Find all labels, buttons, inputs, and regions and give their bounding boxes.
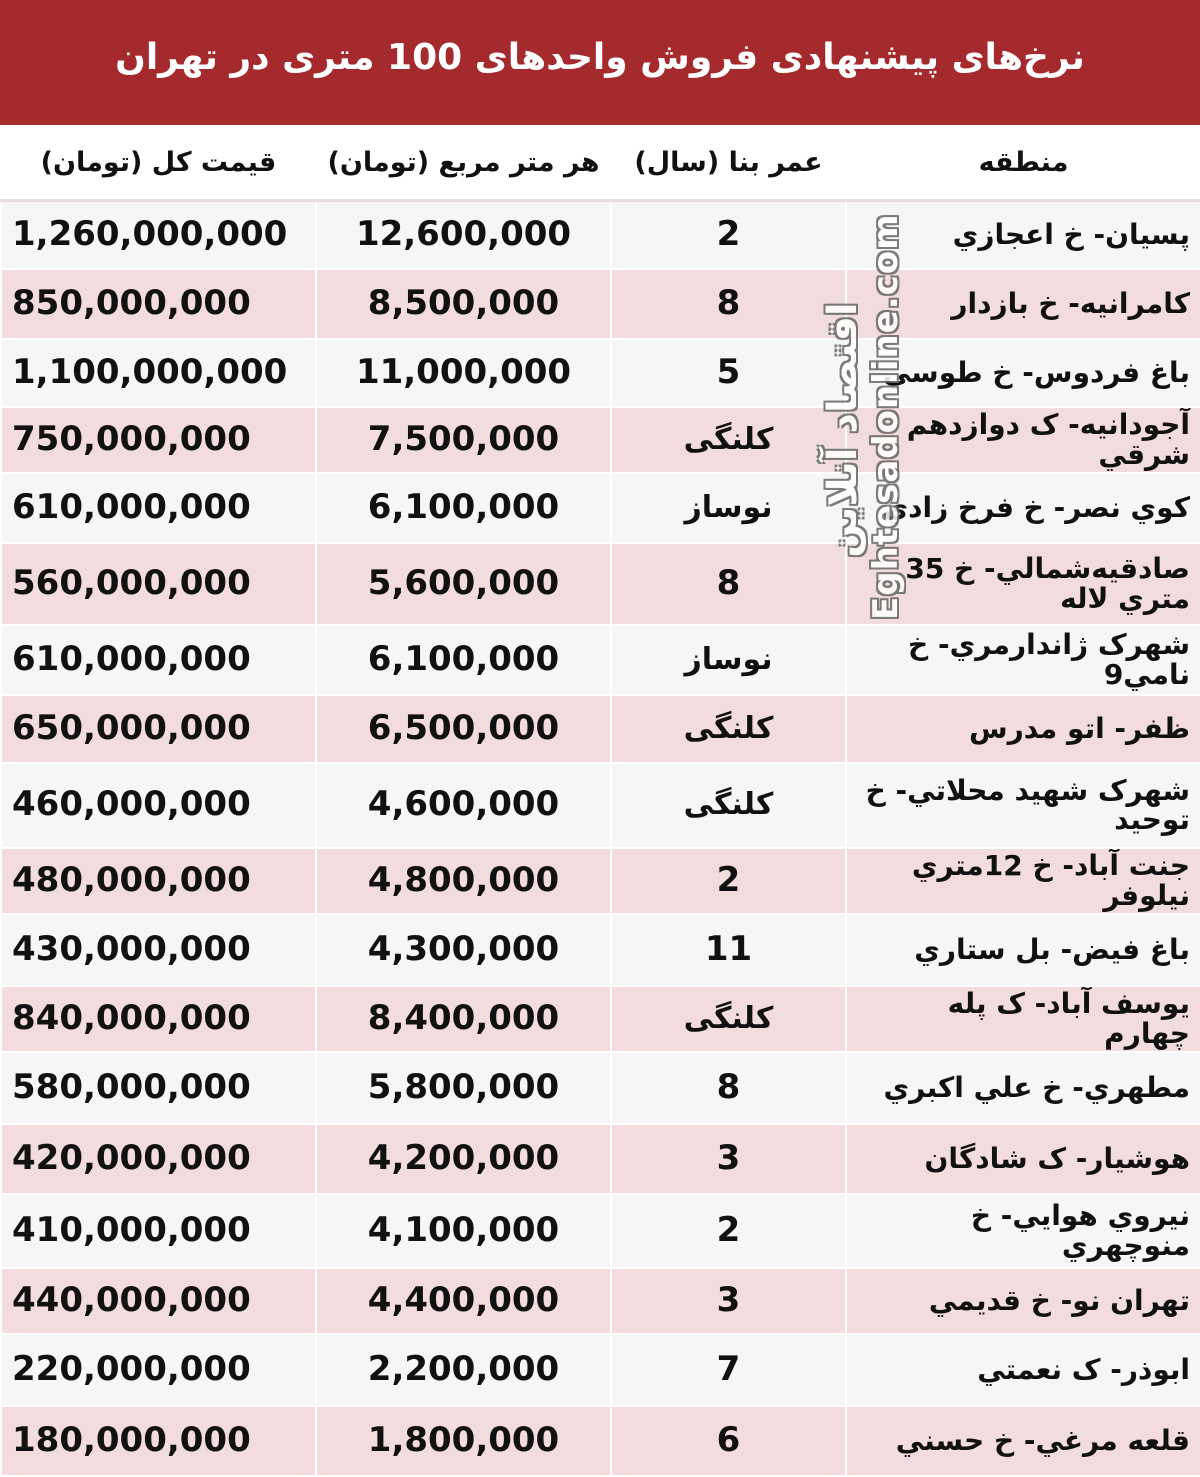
header-total-price: قیمت کل (تومان) bbox=[1, 126, 316, 201]
cell-total-price: 610,000,000 bbox=[1, 473, 316, 543]
table-row bbox=[1, 986, 1200, 1052]
cell-age: 8 bbox=[611, 543, 846, 625]
cell-age: کلنگی bbox=[611, 407, 846, 473]
cell-total-price: 650,000,000 bbox=[1, 695, 316, 763]
cell-price-per-sqm: 8,500,000 bbox=[316, 269, 611, 339]
cell-price-per-sqm: 1,800,000 bbox=[316, 1406, 611, 1476]
table-row bbox=[1, 201, 1200, 269]
cell-region: شهرک ژاندارمري- خ نامي9 bbox=[846, 625, 1200, 695]
cell-price-per-sqm: 11,000,000 bbox=[316, 339, 611, 407]
cell-price-per-sqm: 4,600,000 bbox=[316, 763, 611, 848]
cell-region: تهران نو- خ قدیمي bbox=[846, 1268, 1200, 1334]
cell-region: قلعه مرغي- خ حسني bbox=[846, 1406, 1200, 1476]
table-row bbox=[1, 763, 1200, 848]
cell-age: 8 bbox=[611, 269, 846, 339]
cell-age: نوساز bbox=[611, 473, 846, 543]
table-row bbox=[1, 543, 1200, 625]
table-row bbox=[1, 848, 1200, 914]
cell-age: 2 bbox=[611, 848, 846, 914]
table-row bbox=[1, 914, 1200, 986]
cell-age: 3 bbox=[611, 1124, 846, 1194]
cell-price-per-sqm: 6,500,000 bbox=[316, 695, 611, 763]
cell-price-per-sqm: 4,200,000 bbox=[316, 1124, 611, 1194]
cell-region: کامرانیه- خ بازدار bbox=[846, 269, 1200, 339]
cell-price-per-sqm: 4,100,000 bbox=[316, 1194, 611, 1268]
cell-age: کلنگی bbox=[611, 695, 846, 763]
cell-age: 2 bbox=[611, 1194, 846, 1268]
cell-total-price: 420,000,000 bbox=[1, 1124, 316, 1194]
cell-total-price: 410,000,000 bbox=[1, 1194, 316, 1268]
cell-price-per-sqm: 5,600,000 bbox=[316, 543, 611, 625]
cell-total-price: 750,000,000 bbox=[1, 407, 316, 473]
table-header-row bbox=[1, 126, 1200, 201]
table-row bbox=[1, 269, 1200, 339]
table-row bbox=[1, 1406, 1200, 1476]
price-table-body bbox=[1, 126, 1200, 1476]
cell-region: ظفر- اتو مدرس bbox=[846, 695, 1200, 763]
cell-region: باغ فردوس- خ طوسي bbox=[846, 339, 1200, 407]
cell-price-per-sqm: 5,800,000 bbox=[316, 1052, 611, 1124]
cell-total-price: 610,000,000 bbox=[1, 625, 316, 695]
cell-region: ابوذر- ک نعمتي bbox=[846, 1334, 1200, 1406]
cell-age: 6 bbox=[611, 1406, 846, 1476]
cell-price-per-sqm: 6,100,000 bbox=[316, 625, 611, 695]
table-row bbox=[1, 407, 1200, 473]
cell-price-per-sqm: 2,200,000 bbox=[316, 1334, 611, 1406]
cell-total-price: 460,000,000 bbox=[1, 763, 316, 848]
cell-age: 7 bbox=[611, 1334, 846, 1406]
table-row bbox=[1, 625, 1200, 695]
cell-age: کلنگی bbox=[611, 763, 846, 848]
cell-region: یوسف آباد- ک پله چهارم bbox=[846, 986, 1200, 1052]
cell-region: شهرک شهید محلاتي- خ توحید bbox=[846, 763, 1200, 848]
watermark-url: Eghtesadonline.com bbox=[866, 213, 906, 620]
cell-price-per-sqm: 12,600,000 bbox=[316, 201, 611, 269]
cell-price-per-sqm: 4,400,000 bbox=[316, 1268, 611, 1334]
table-row bbox=[1, 1268, 1200, 1334]
price-table bbox=[0, 125, 1200, 1477]
cell-total-price: 560,000,000 bbox=[1, 543, 316, 625]
cell-age: 5 bbox=[611, 339, 846, 407]
page-title: نرخ‌های پیشنهادی فروش واحدهای 100 متری در تهران bbox=[0, 0, 1200, 125]
cell-total-price: 440,000,000 bbox=[1, 1268, 316, 1334]
cell-region: پسیان- خ اعجازي bbox=[846, 201, 1200, 269]
table-row bbox=[1, 473, 1200, 543]
cell-total-price: 220,000,000 bbox=[1, 1334, 316, 1406]
cell-price-per-sqm: 4,300,000 bbox=[316, 914, 611, 986]
cell-age: 2 bbox=[611, 201, 846, 269]
watermark-name: اقتصاد آنلاین bbox=[820, 302, 866, 558]
cell-region: صادقیه‌شمالي- خ 35 متري لاله bbox=[846, 543, 1200, 625]
cell-total-price: 1,260,000,000 bbox=[1, 201, 316, 269]
cell-total-price: 1,100,000,000 bbox=[1, 339, 316, 407]
cell-age: 11 bbox=[611, 914, 846, 986]
cell-price-per-sqm: 6,100,000 bbox=[316, 473, 611, 543]
table-row bbox=[1, 1194, 1200, 1268]
cell-region: نیروي هوایي- خ منوچهري bbox=[846, 1194, 1200, 1268]
cell-total-price: 580,000,000 bbox=[1, 1052, 316, 1124]
cell-region: باغ فیض- بل ستاري bbox=[846, 914, 1200, 986]
cell-age: نوساز bbox=[611, 625, 846, 695]
table-row bbox=[1, 1052, 1200, 1124]
cell-total-price: 480,000,000 bbox=[1, 848, 316, 914]
header-age: عمر بنا (سال) bbox=[611, 126, 846, 201]
cell-region: جنت آباد- خ 12متري نیلوفر bbox=[846, 848, 1200, 914]
cell-region: آجودانیه- ک دوازدهم شرقي bbox=[846, 407, 1200, 473]
cell-age: 8 bbox=[611, 1052, 846, 1124]
cell-total-price: 180,000,000 bbox=[1, 1406, 316, 1476]
cell-age: کلنگی bbox=[611, 986, 846, 1052]
cell-total-price: 850,000,000 bbox=[1, 269, 316, 339]
cell-price-per-sqm: 8,400,000 bbox=[316, 986, 611, 1052]
cell-region: مطهري- خ علي اکبري bbox=[846, 1052, 1200, 1124]
table-row bbox=[1, 1124, 1200, 1194]
table-row bbox=[1, 695, 1200, 763]
header-price-per-sqm: هر متر مربع (تومان) bbox=[316, 126, 611, 201]
cell-price-per-sqm: 7,500,000 bbox=[316, 407, 611, 473]
cell-age: 3 bbox=[611, 1268, 846, 1334]
cell-total-price: 840,000,000 bbox=[1, 986, 316, 1052]
cell-region: هوشیار- ک شادگان bbox=[846, 1124, 1200, 1194]
cell-total-price: 430,000,000 bbox=[1, 914, 316, 986]
table-row bbox=[1, 339, 1200, 407]
cell-region: کوي نصر- خ فرخ زادي bbox=[846, 473, 1200, 543]
cell-price-per-sqm: 4,800,000 bbox=[316, 848, 611, 914]
header-region: منطقه bbox=[846, 126, 1200, 201]
table-row bbox=[1, 1334, 1200, 1406]
